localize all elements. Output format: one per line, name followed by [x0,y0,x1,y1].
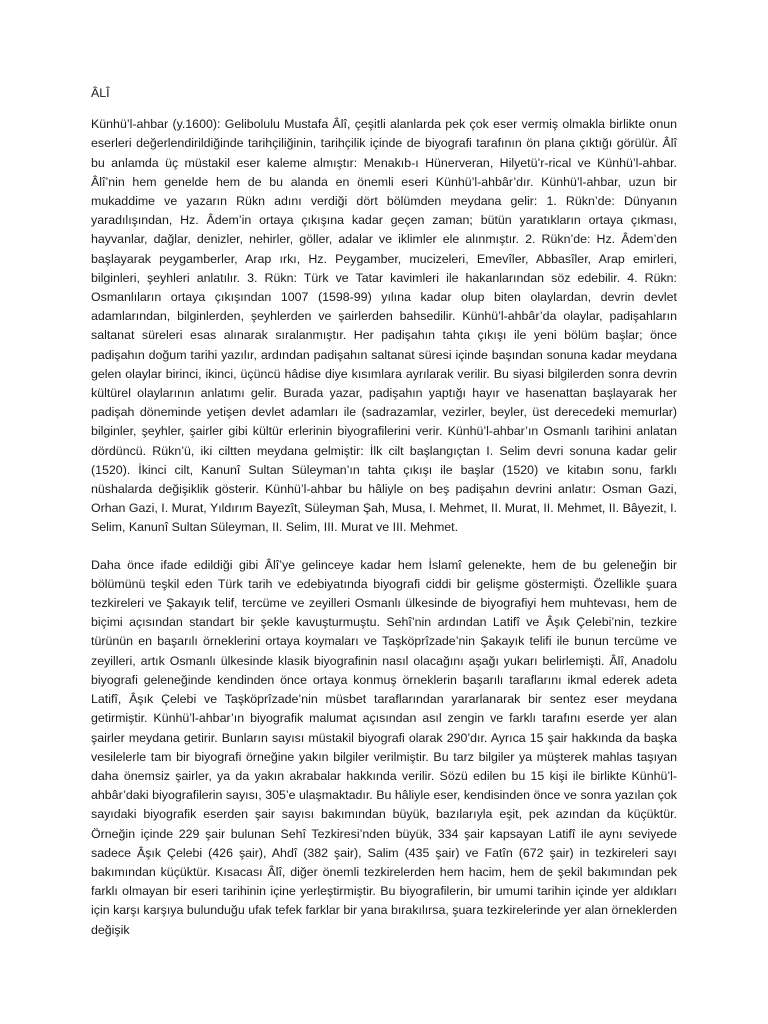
document-title: ÂLÎ [91,86,110,100]
document-page [91,84,677,958]
paragraph-1: Künhü’l-ahbar (y.1600): Gelibolulu Mustafa Âlî, çeşitli alanlarda pek çok eser vermiş olmakla birlikte onun eserleri değerlendirildiğinde tarihçiliğinin, tarihçilik içinde de biyografi tarafının ön plana çıktığı görülür. Âlî bu anlamda üç müstakil eser kaleme almıştır: Menakıb-ı Hünerveran, Hilyetü’r-rical ve Künhü’l-ahbar. Âlî’nin hem genelde hem de bu alanda en önemli eseri Künhü’l-ahbâr’dır. Künhü’l-ahbar, uzun bir mukaddime ve yazarın Rükn adını verdiği dört bölümden meydana gelir: 1. Rükn’de: Dünyanın yaradılışından, Hz. Âdem’in ortaya çıkışına kadar geçen zaman; bütün yaratıkların ortaya çıkması, hayvanlar, dağlar, denizler, nehirler, göller, adalar ve iklimler ele alınmıştır. 2. Rükn’de: Hz. Âdem’den başlayarak peygamberler, Arap ırkı, Hz. Peygamber, mucizeleri, Emevîler, Abbasîler, Arap emirleri, bilginleri, şeyhleri anlatılır. 3. Rükn: Türk ve Tatar kavimleri ile hakanlarından söz edebilir. 4. Rükn: Osmanlıların ortaya çıkışından 1007 (1598-99) yılına kadar olup biten olaylardan, devrin devlet adamlarından, bilginlerden, şeyhlerden ve şairlerden bahsedilir. Künhü’l-ahbâr’da olaylar, padişahların saltanat süreleri esas alınarak sıralanmıştır. Her padişahın tahta çıkışı ile yeni bölüm başlar; önce padişahın doğum tarihi yazılır, ardından padişahın saltanat süresi içinde başından sonuna kadar meydana gelen olaylar birinci, ikinci, üçüncü hâdise diye kısımlara ayrılarak verilir. Bu siyasi bilgilerden sonra devrin kültürel olaylarının anlatımı gelir. Burada yazar, padişahın yaptığı hayır ve hasenattan başlayarak her padişah döneminde yetişen devlet adamları ile (sadrazamlar, vezirler, beyler, üst derecedeki memurlar) bilginler, şeyhler, şairler gibi kültür erlerinin biyografilerini verir. Künhü’l-ahbar’ın Osmanlı tarihini anlatan dördüncü. Rükn’ü, iki ciltten meydana gelmiştir: İlk cilt başlangıçtan I. Selim devri sonuna kadar gelir (1520). İkinci cilt, Kanunî Sultan Süleyman’ın tahta çıkışı ile başlar (1520) ve kitabın sonu, farklı nüshalarda değişiklik gösterir. Künhü’l-ahbar bu hâliyle on beş padişahın devrini anlatır: Osman Gazi, Orhan Gazi, I. Murat, Yıldırım Bayezît, Süleyman Şah, Musa, I. Mehmet, II. Murat, II. Mehmet, II. Bâyezit, I. Selim, Kanunî Sultan Süleyman, II. Selim, III. Murat ve III. Mehmet. [91,117,677,535]
paragraph-2: Daha önce ifade edildiği gibi Âlî’ye gelinceye kadar hem İslamî gelenekte, hem de bu geleneğin bir bölümünü teşkil eden Türk tarih ve edebiyatında biyografi ciddi bir gelişme göstermişti. Özellikle şuara tezkireleri ve Şakayık telif, tercüme ve zeyilleri Osmanlı ülkesinde de biyografiyi hem muhtevası, hem de biçimi açısından standart bir şekle kavuşturmuştu. Sehî’nin ardından Latifî ve Âşık Çelebi’nin, tezkire türünün en başarılı örneklerini ortaya koymaları ve Taşköprîzade’nin Şakayık telifi ile bunun tercüme ve zeyilleri, artık Osmanlı ülkesinde klasik biyografinin nasıl olacağını aşağı yukarı belirlemişti. Âlî, Anadolu biyografi geleneğinde kendinden önce ortaya konmuş örneklerin başarılı taraflarını ikmal ederek adeta Latifî, Âşık Çelebi ve Taşköprîzade’nin müsbet taraflarından yararlanarak bir sentez eser meydana getirmiştir. Künhü’l-ahbar’ın biyografik malumat açısından asıl zengin ve farklı tarafını eserde yer alan şairler meydana getirir. Bunların sayısı müstakil biyografi olarak 290’dır. Ayrıca 15 şair hakkında da başka vesilelerle tam bir biyografi örneğine yakın bilgiler verilmiştir. Bu tarz bilgiler ya müşterek mahlas taşıyan daha önemsiz şairler, ya da yakın akrabalar hakkında verilir. Sözü edilen bu 15 kişi ile birlikte Künhü’l-ahbâr’daki biyografilerin sayısı, 305’e ulaşmaktadır. Bu hâliyle eser, kendisinden önce ve sonra yazılan çok sayıdaki biyografik eserden şair sayısı bakımından büyük, bazılarıyla eşit, pek azından da küçüktür. Örneğin içinde 229 şair bulunan Sehî Tezkiresi’nden büyük, 334 şair kapsayan Latifî ile aynı seviyede sadece Âşık Çelebi (426 şair), Ahdî (382 şair), Salim (435 şair) ve Fatîn (672 şair) in tezkireleri sayı bakımından küçüktür. Kısacası Âlî, diğer önemli tezkirelerden hem hacim, hem de şekil bakımından pek farklı olmayan bir eseri tarihinin içine yerleştirmiştir. Bu biyografilerin, bir umumi tarihin içinde yer aldıkları için karşı karşıya bulunduğu ufak tefek farklar bir yana bırakılırsa, şuara tezkirelerinde yer alan örneklerden değişik [91,557,677,937]
